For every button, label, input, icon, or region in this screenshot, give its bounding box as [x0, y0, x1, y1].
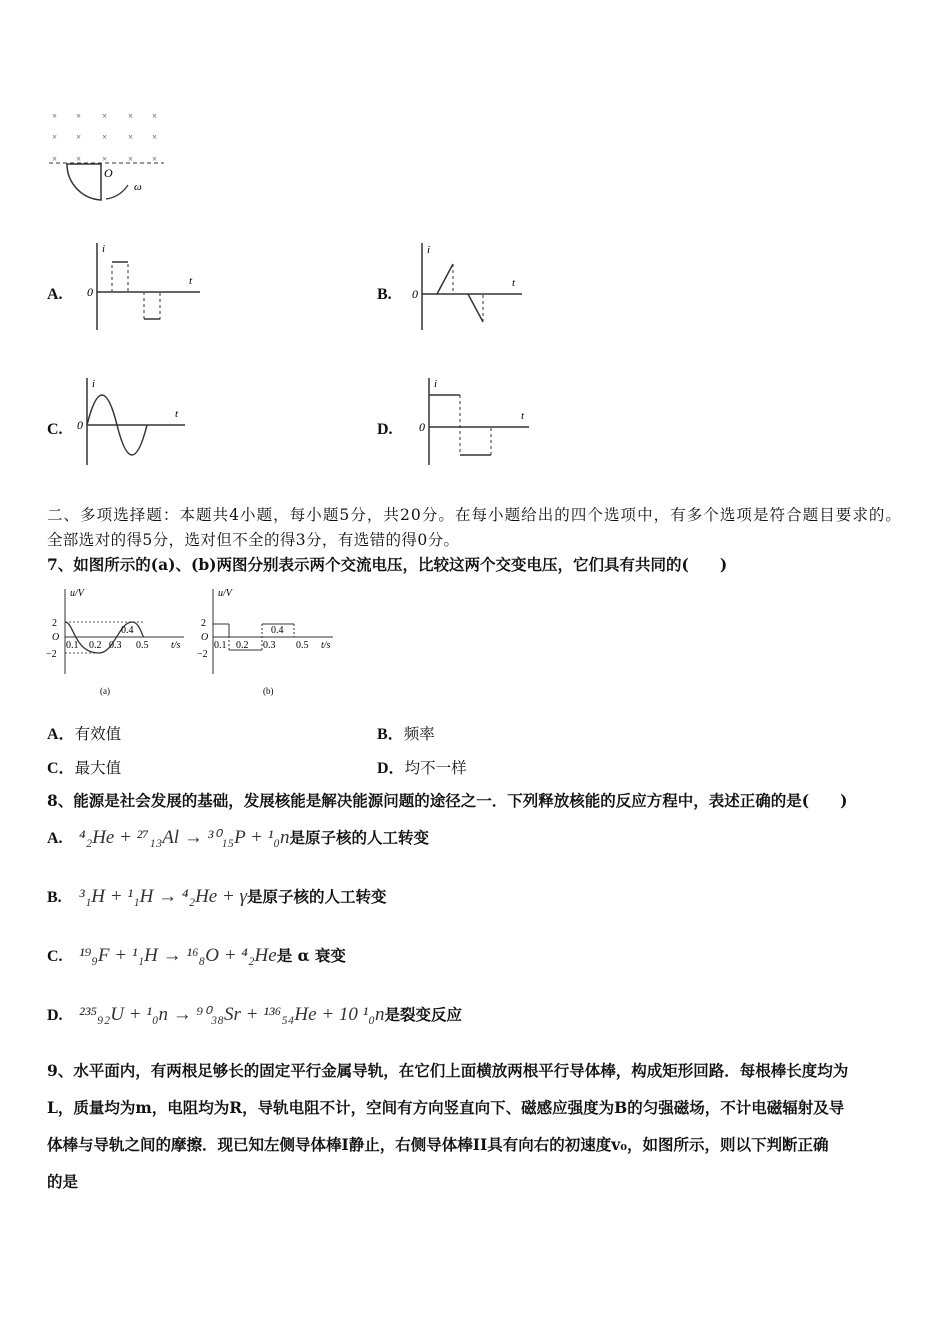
svg-text:0.1: 0.1	[214, 640, 227, 651]
question-9-line-4: 的是	[47, 1172, 79, 1191]
option-a-graph	[85, 240, 210, 330]
svg-text:0.3: 0.3	[109, 640, 122, 651]
svg-text:0.2: 0.2	[89, 640, 102, 651]
svg-text:(a): (a)	[100, 686, 110, 696]
svg-text:−2: −2	[46, 649, 57, 660]
question-7-stem: 7、如图所示的(a)、(b)两图分别表示两个交流电压，比较这两个交变电压，它们具有共同的( )	[47, 555, 728, 574]
svg-text:t/s: t/s	[171, 640, 181, 651]
option-d-graph	[417, 375, 542, 465]
q8-option-d[interactable]: D. ²³⁵₉₂U + ¹₀n → ⁹⁰₃₈Sr + ¹³⁶₅₄He + 10 ¹₀n是裂变反应	[47, 1004, 462, 1025]
svg-text:×: ×	[76, 111, 82, 121]
svg-text:O: O	[201, 632, 209, 643]
q8-option-b[interactable]: B. ³₁H + ¹₁H → ⁴₂He + γ是原子核的人工转变	[47, 886, 387, 907]
svg-text:×: ×	[152, 111, 158, 121]
q7-option-a[interactable]: A．有效值	[47, 725, 122, 743]
origin-label: O	[104, 166, 113, 180]
svg-text:0.4: 0.4	[121, 625, 134, 636]
svg-text:O: O	[52, 632, 60, 643]
svg-text:0: 0	[412, 287, 418, 301]
svg-text:×: ×	[102, 111, 108, 121]
svg-text:×: ×	[152, 132, 158, 142]
option-c-graph	[75, 375, 200, 465]
svg-text:×: ×	[52, 154, 58, 164]
svg-text:0.1: 0.1	[66, 640, 79, 651]
option-b-label[interactable]: B.	[377, 286, 392, 303]
svg-text:−2: −2	[197, 649, 208, 660]
question-9-line-3: 体棒与导轨之间的摩擦．现已知左侧导体棒I静止，右侧导体棒II具有向右的初速度v₀，如图所示，则以下判断正确	[47, 1135, 829, 1154]
section-instruction: 全部选对的得5分，选对但不全的得3分，有选错的得0分。	[47, 531, 460, 549]
svg-text:×: ×	[76, 132, 82, 142]
svg-text:×: ×	[128, 132, 134, 142]
svg-text:i: i	[427, 244, 431, 256]
svg-text:i: i	[92, 378, 96, 390]
svg-text:2: 2	[201, 618, 206, 629]
option-c-label[interactable]: C.	[47, 421, 63, 438]
svg-text:i: i	[102, 243, 106, 255]
svg-text:0: 0	[77, 418, 83, 432]
section-heading: 二、多项选择题：本题共4小题，每小题5分，共20分。在每小题给出的四个选项中，有多个选项是符合题目要求的。	[47, 506, 902, 524]
svg-text:×: ×	[52, 111, 58, 121]
svg-text:t: t	[512, 277, 516, 289]
svg-text:0.4: 0.4	[271, 625, 284, 636]
q7-option-c[interactable]: C．最大值	[47, 759, 122, 777]
svg-text:0: 0	[87, 285, 93, 299]
question-8-stem: 8、能源是社会发展的基础，发展核能是解决能源问题的途径之一．下列释放核能的反应方程中，表述正确的是( )	[47, 791, 848, 810]
svg-text:0.2: 0.2	[236, 640, 249, 651]
svg-text:0.5: 0.5	[136, 640, 149, 651]
svg-text:t: t	[175, 408, 179, 420]
question-9-line-1: 9、水平面内，有两根足够长的固定平行金属导轨，在它们上面横放两根平行导体棒，构成矩形回路．每根棒长度均为	[47, 1061, 849, 1080]
omega-label: ω	[134, 181, 142, 193]
svg-text:t: t	[189, 275, 193, 287]
graph-b	[196, 584, 346, 699]
svg-text:×: ×	[52, 132, 58, 142]
graph-a	[44, 584, 194, 699]
svg-text:0.3: 0.3	[263, 640, 276, 651]
svg-text:i: i	[434, 378, 438, 390]
q8-option-c[interactable]: C. ¹⁹₉F + ¹₁H → ¹⁶₈O + ⁴₂He是 α 衰变	[47, 945, 346, 966]
option-b-graph	[410, 240, 535, 330]
magnetic-field-figure	[44, 105, 174, 210]
option-d-label[interactable]: D.	[377, 421, 393, 438]
svg-text:0: 0	[419, 420, 425, 434]
svg-text:×: ×	[128, 111, 134, 121]
svg-text:(b): (b)	[263, 686, 274, 696]
q8-option-a[interactable]: A. ⁴₂He + ²⁷₁₃Al → ³⁰₁₅P + ¹₀n是原子核的人工转变	[47, 827, 430, 848]
question-9-line-2: L，质量均为m，电阻均为R，导轨电阻不计，空间有方向竖直向下、磁感应强度为B的匀强磁场，不计电磁辐射及导	[47, 1098, 845, 1117]
svg-text:t/s: t/s	[321, 640, 331, 651]
q7-option-b[interactable]: B．频率	[377, 725, 435, 743]
svg-text:u/V: u/V	[70, 588, 84, 599]
svg-text:2: 2	[52, 618, 57, 629]
svg-text:×: ×	[102, 132, 108, 142]
option-a-label[interactable]: A.	[47, 286, 63, 303]
svg-text:×: ×	[128, 154, 134, 164]
svg-text:u/V: u/V	[218, 588, 232, 599]
q7-option-d[interactable]: D．均不一样	[377, 759, 467, 777]
svg-text:×: ×	[152, 154, 158, 164]
svg-text:×: ×	[76, 154, 82, 164]
svg-text:t: t	[521, 410, 525, 422]
svg-text:0.5: 0.5	[296, 640, 309, 651]
svg-text:×: ×	[102, 154, 108, 164]
